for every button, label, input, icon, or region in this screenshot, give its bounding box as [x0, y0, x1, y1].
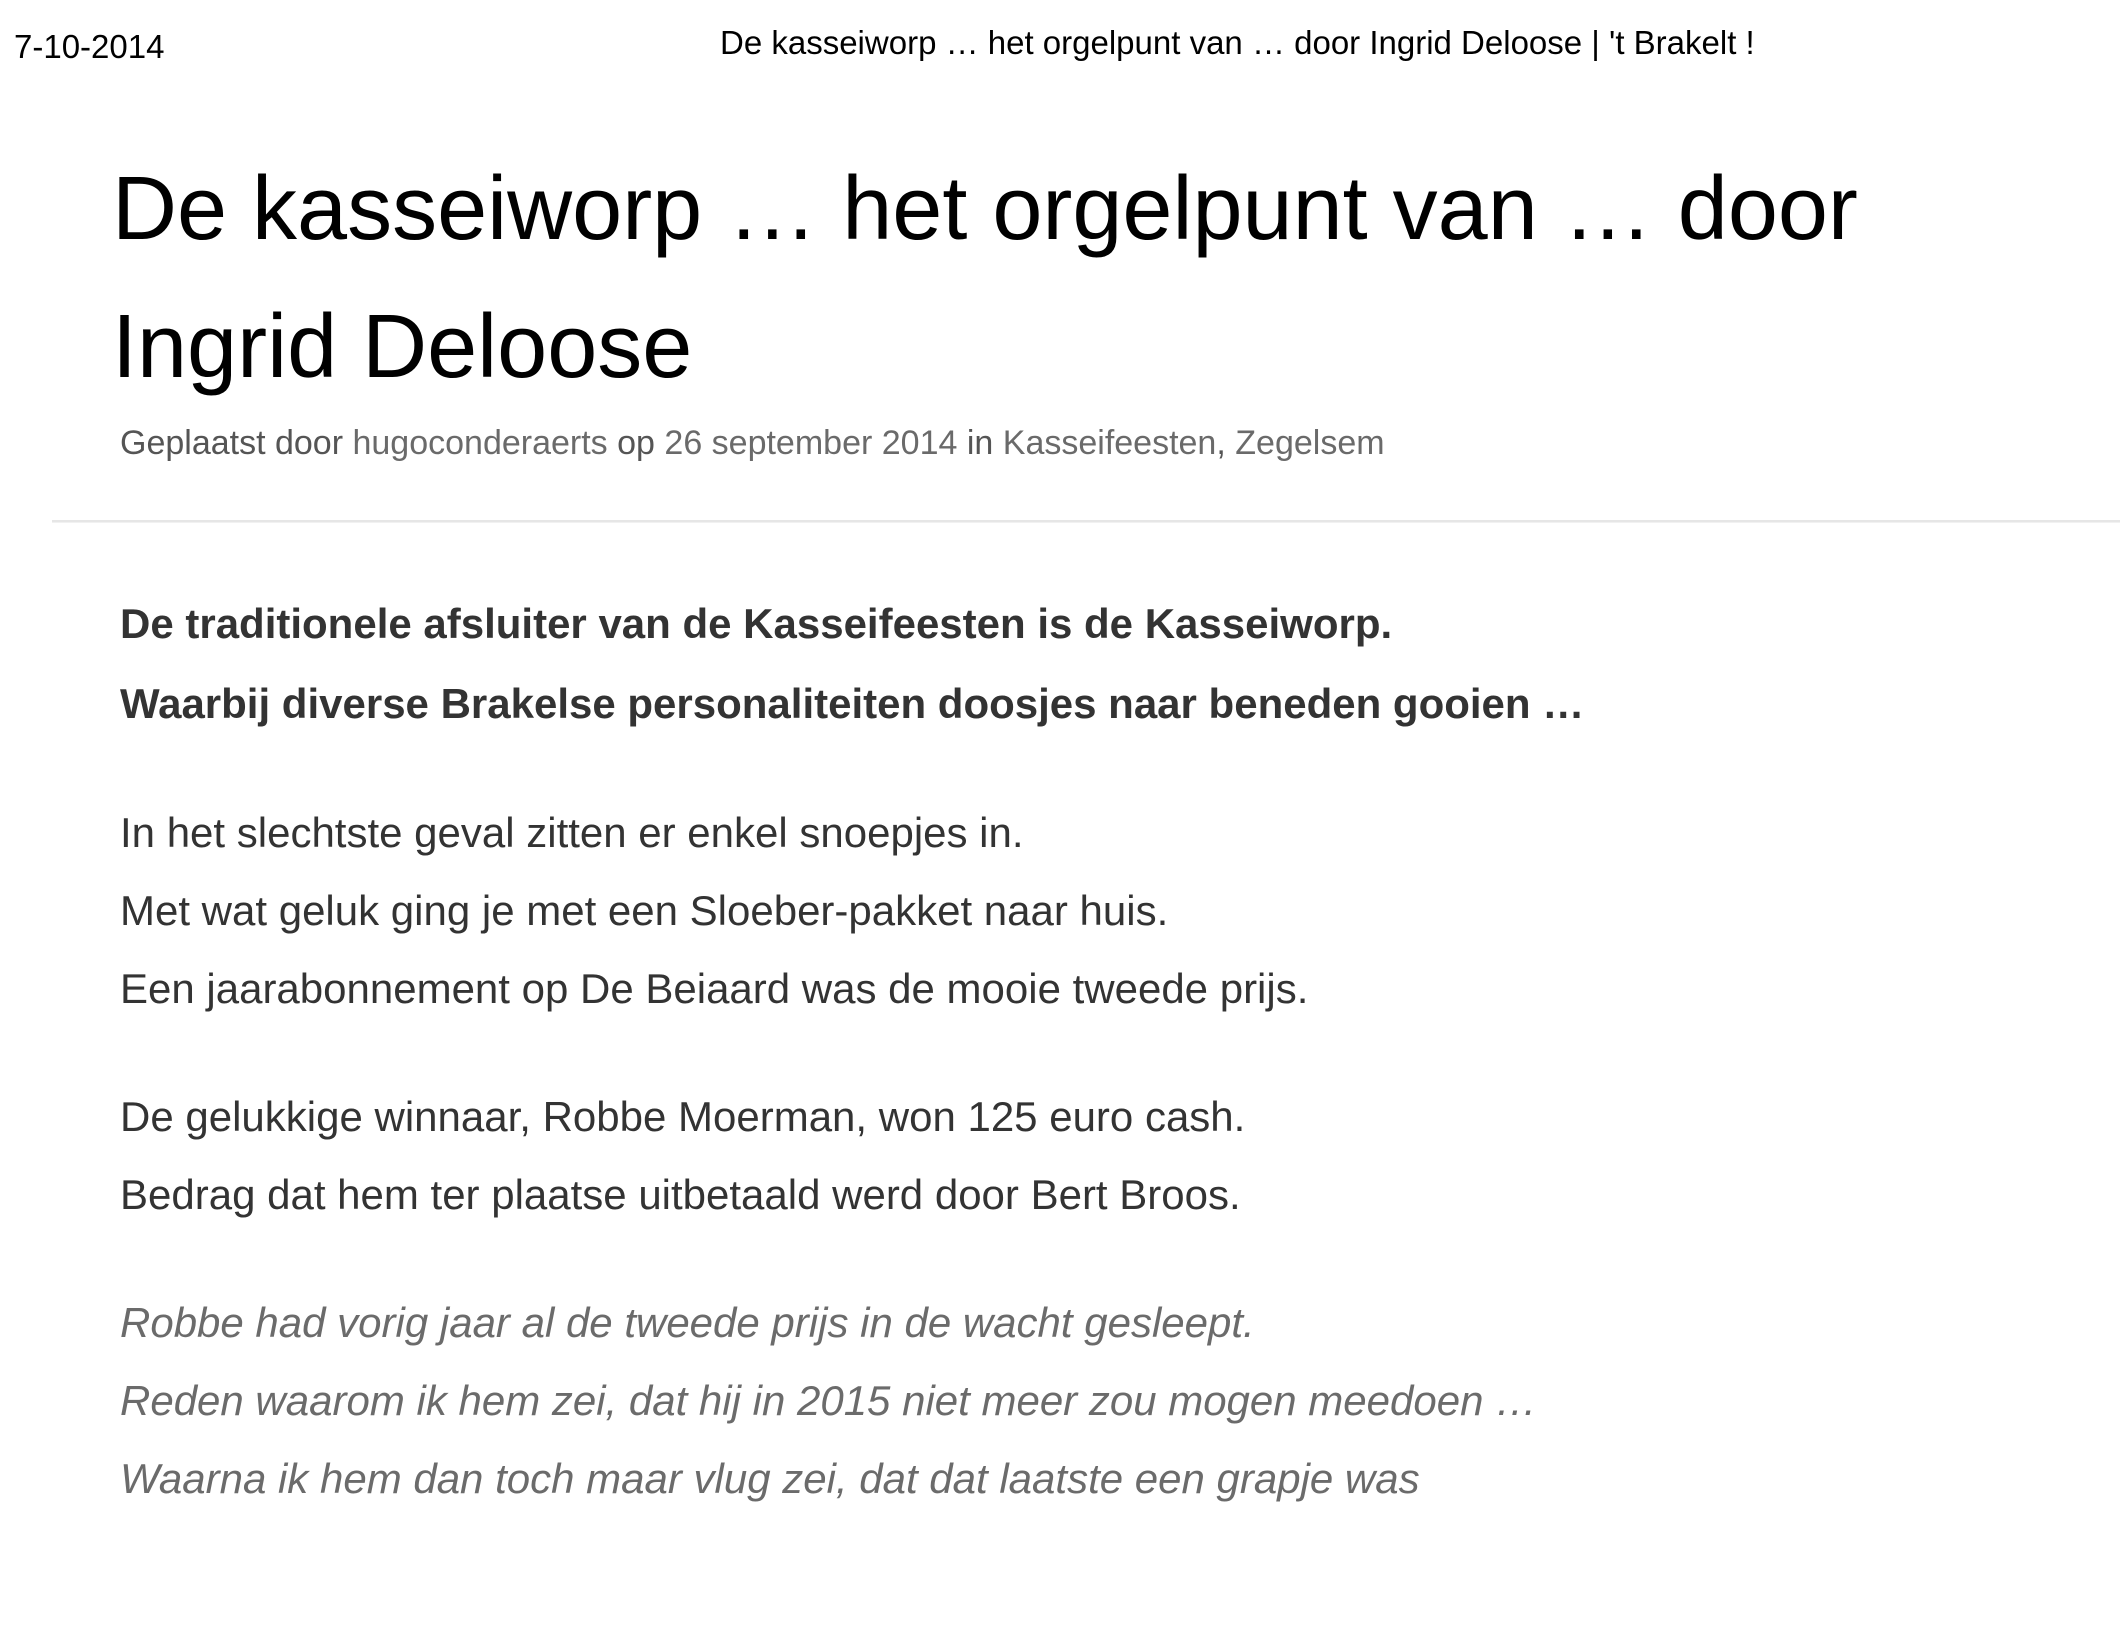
- paragraph-italic-note: [120, 1284, 2080, 1518]
- paragraph-line: Waarna ik hem dan toch maar vlug zei, dat dat laatste een grapje was: [120, 1455, 1420, 1502]
- paragraph-line: In het slechtste geval zitten er enkel snoepjes in.: [120, 809, 1024, 856]
- lead-line: De traditionele afsluiter van de Kasseifeesten is de Kasseiworp.: [120, 600, 1393, 647]
- lead-paragraph: [120, 584, 2080, 744]
- meta-posted-by: Geplaatst door: [120, 424, 344, 462]
- date-link[interactable]: 26 september 2014: [664, 424, 958, 462]
- post-title: De kasseiworp … het orgelpunt van … door Ingrid Deloose: [112, 159, 1858, 397]
- paragraph-line: Met wat geluk ging je met een Sloeber-pakket naar huis.: [120, 887, 1169, 934]
- author-link[interactable]: hugoconderaerts: [352, 424, 608, 462]
- paragraph-prizes: [120, 794, 2080, 1028]
- meta-in: in: [966, 424, 994, 462]
- paragraph-winner: [120, 1078, 2080, 1234]
- paragraph-line: Een jaarabonnement op De Beiaard was de mooie tweede prijs.: [120, 965, 1309, 1012]
- post-content: [120, 584, 2080, 1518]
- category-link-zegelsem[interactable]: Zegelsem: [1235, 424, 1385, 462]
- paragraph-line: Robbe had vorig jaar al de tweede prijs in de wacht gesleept.: [120, 1299, 1255, 1346]
- print-header: [0, 22, 2120, 72]
- post-meta: [120, 424, 1385, 463]
- divider: [52, 520, 2120, 523]
- paragraph-line: De gelukkige winnaar, Robbe Moerman, won 125 euro cash.: [120, 1093, 1246, 1140]
- paragraph-line: Reden waarom ik hem zei, dat hij in 2015 niet meer zou mogen meedoen …: [120, 1377, 1538, 1424]
- print-date: 7-10-2014: [14, 28, 165, 65]
- paragraph-line: Bedrag dat hem ter plaatse uitbetaald werd door Bert Broos.: [120, 1171, 1241, 1218]
- category-link-kasseifeesten[interactable]: Kasseifeesten: [1002, 424, 1217, 462]
- lead-line: Waarbij diverse Brakelse personaliteiten doosjes naar beneden gooien …: [120, 680, 1585, 727]
- print-page-title: De kasseiworp … het orgelpunt van … door Ingrid Deloose | 't Brakelt !: [720, 24, 1755, 61]
- meta-separator: ,: [1216, 424, 1226, 462]
- meta-on: op: [617, 424, 655, 462]
